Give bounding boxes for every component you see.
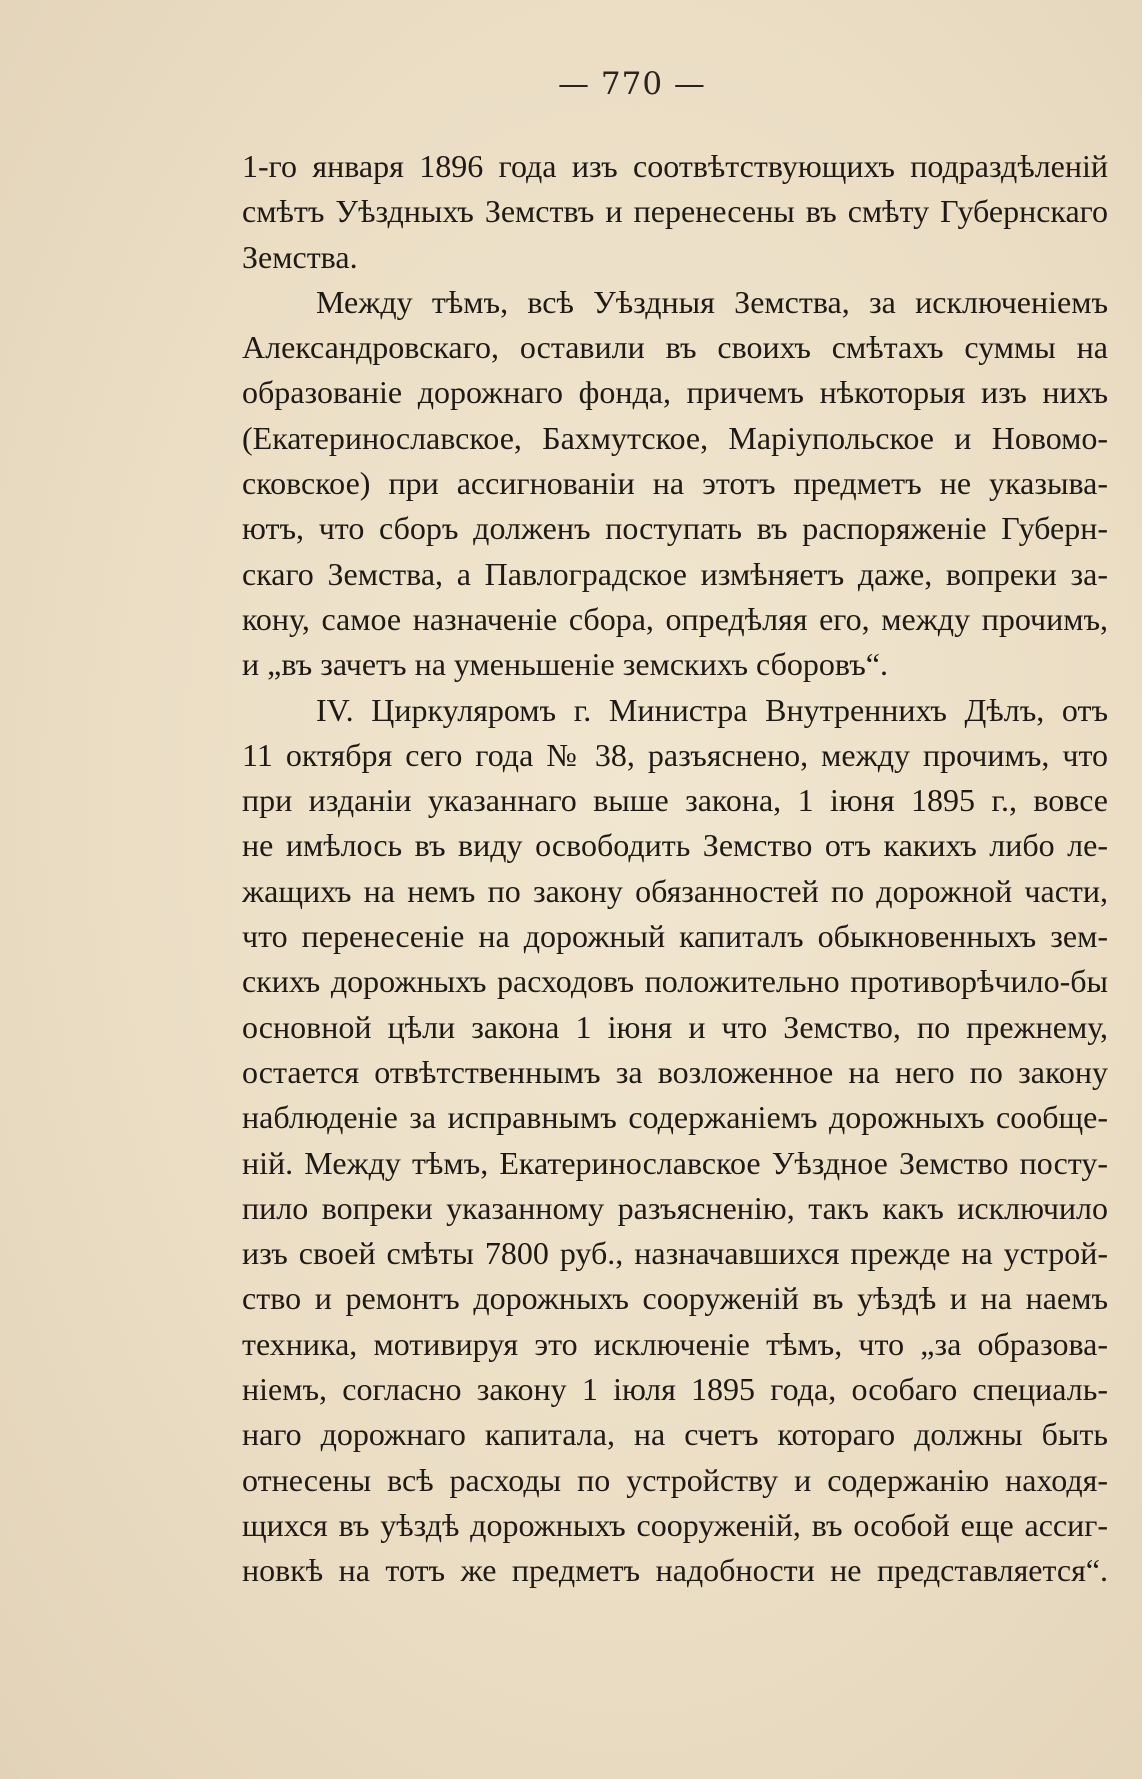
body-text	[242, 144, 1108, 1594]
text-line: (Екатеринославское, Бахмутское, Маріупольское и Новомо-	[242, 419, 1108, 456]
text-line: наго дорожнаго капитала, на счетъ котораго должны быть	[242, 1416, 1108, 1453]
text-line: образованіе дорожнаго фонда, причемъ нѣкоторыя изъ нихъ	[242, 374, 1108, 411]
text-line: изъ своей смѣты 7800 руб., назначавшихся прежде на устрой-	[242, 1235, 1108, 1272]
text-line: новкѣ на тотъ же предметъ надобности не представляется“.	[242, 1552, 1108, 1589]
text-line: сковское) при ассигнованіи на этотъ предметъ не указыва-	[242, 465, 1108, 502]
text-line: техника, мотивируя это исключеніе тѣмъ, что „за образова-	[242, 1325, 1108, 1362]
text-line: IV. Циркуляромъ г. Министра Внутреннихъ Дѣлъ, отъ	[316, 691, 1108, 728]
text-line: Александровскаго, оставили въ своихъ смѣтахъ суммы на	[242, 329, 1108, 366]
text-line: 11 октября сего года № 38, разъяснено, между прочимъ, что	[242, 736, 1108, 773]
text-line: кону, самое назначеніе сбора, опредѣляя его, между прочимъ,	[242, 600, 1108, 637]
text-line: жащихъ на немъ по закону обязанностей по дорожной части,	[242, 872, 1108, 909]
text-line: смѣтъ Уѣздныхъ Земствъ и перенесены въ смѣту Губернскаго	[242, 193, 1108, 230]
text-line: скихъ дорожныхъ расходовъ положительно противорѣчило-бы	[242, 963, 1108, 1000]
text-line: наблюденіе за исправнымъ содержаніемъ дорожныхъ сообще-	[242, 1099, 1108, 1136]
text-line: основной цѣли закона 1 іюня и что Земство, по прежнему,	[242, 1008, 1108, 1045]
text-line: ютъ, что сборъ долженъ поступать въ распоряженіе Губерн-	[242, 510, 1108, 547]
text-line: отнесены всѣ расходы по устройству и содержанію находя-	[242, 1461, 1108, 1498]
text-line: щихся въ уѣздѣ дорожныхъ сооруженій, въ особой еще ассиг-	[242, 1506, 1108, 1543]
text-line: остается отвѣтственнымъ за возложенное на него по закону	[242, 1053, 1108, 1090]
text-line: 1-го января 1896 года изъ соотвѣтствующихъ подраздѣленій	[242, 148, 1108, 184]
text-line: ніемъ, согласно закону 1 іюля 1895 года, особаго специаль-	[242, 1371, 1108, 1408]
text-line: ній. Между тѣмъ, Екатеринославское Уѣздное Земство посту-	[242, 1144, 1108, 1181]
text-line: Земства.	[242, 238, 358, 275]
text-line: и „въ зачетъ на уменьшеніе земскихъ сборовъ“.	[242, 646, 888, 683]
text-line: при изданіи указаннаго выше закона, 1 іюня 1895 г., вовсе	[242, 782, 1108, 819]
text-line: пило вопреки указанному разъясненію, такъ какъ исключило	[242, 1189, 1108, 1226]
text-line: что перенесеніе на дорожный капиталъ обыкновенныхъ зем-	[242, 918, 1108, 955]
page-number: — 770 —	[558, 66, 706, 102]
text-line: не имѣлось въ виду освободить Земство отъ какихъ либо ле-	[242, 827, 1108, 864]
text-line: Между тѣмъ, всѣ Уѣздныя Земства, за исключеніемъ	[316, 283, 1108, 320]
text-line: скаго Земства, а Павлоградское измѣняетъ даже, вопреки за-	[242, 555, 1108, 592]
text-line: ство и ремонтъ дорожныхъ сооруженій въ уѣздѣ и на наемъ	[242, 1280, 1108, 1317]
